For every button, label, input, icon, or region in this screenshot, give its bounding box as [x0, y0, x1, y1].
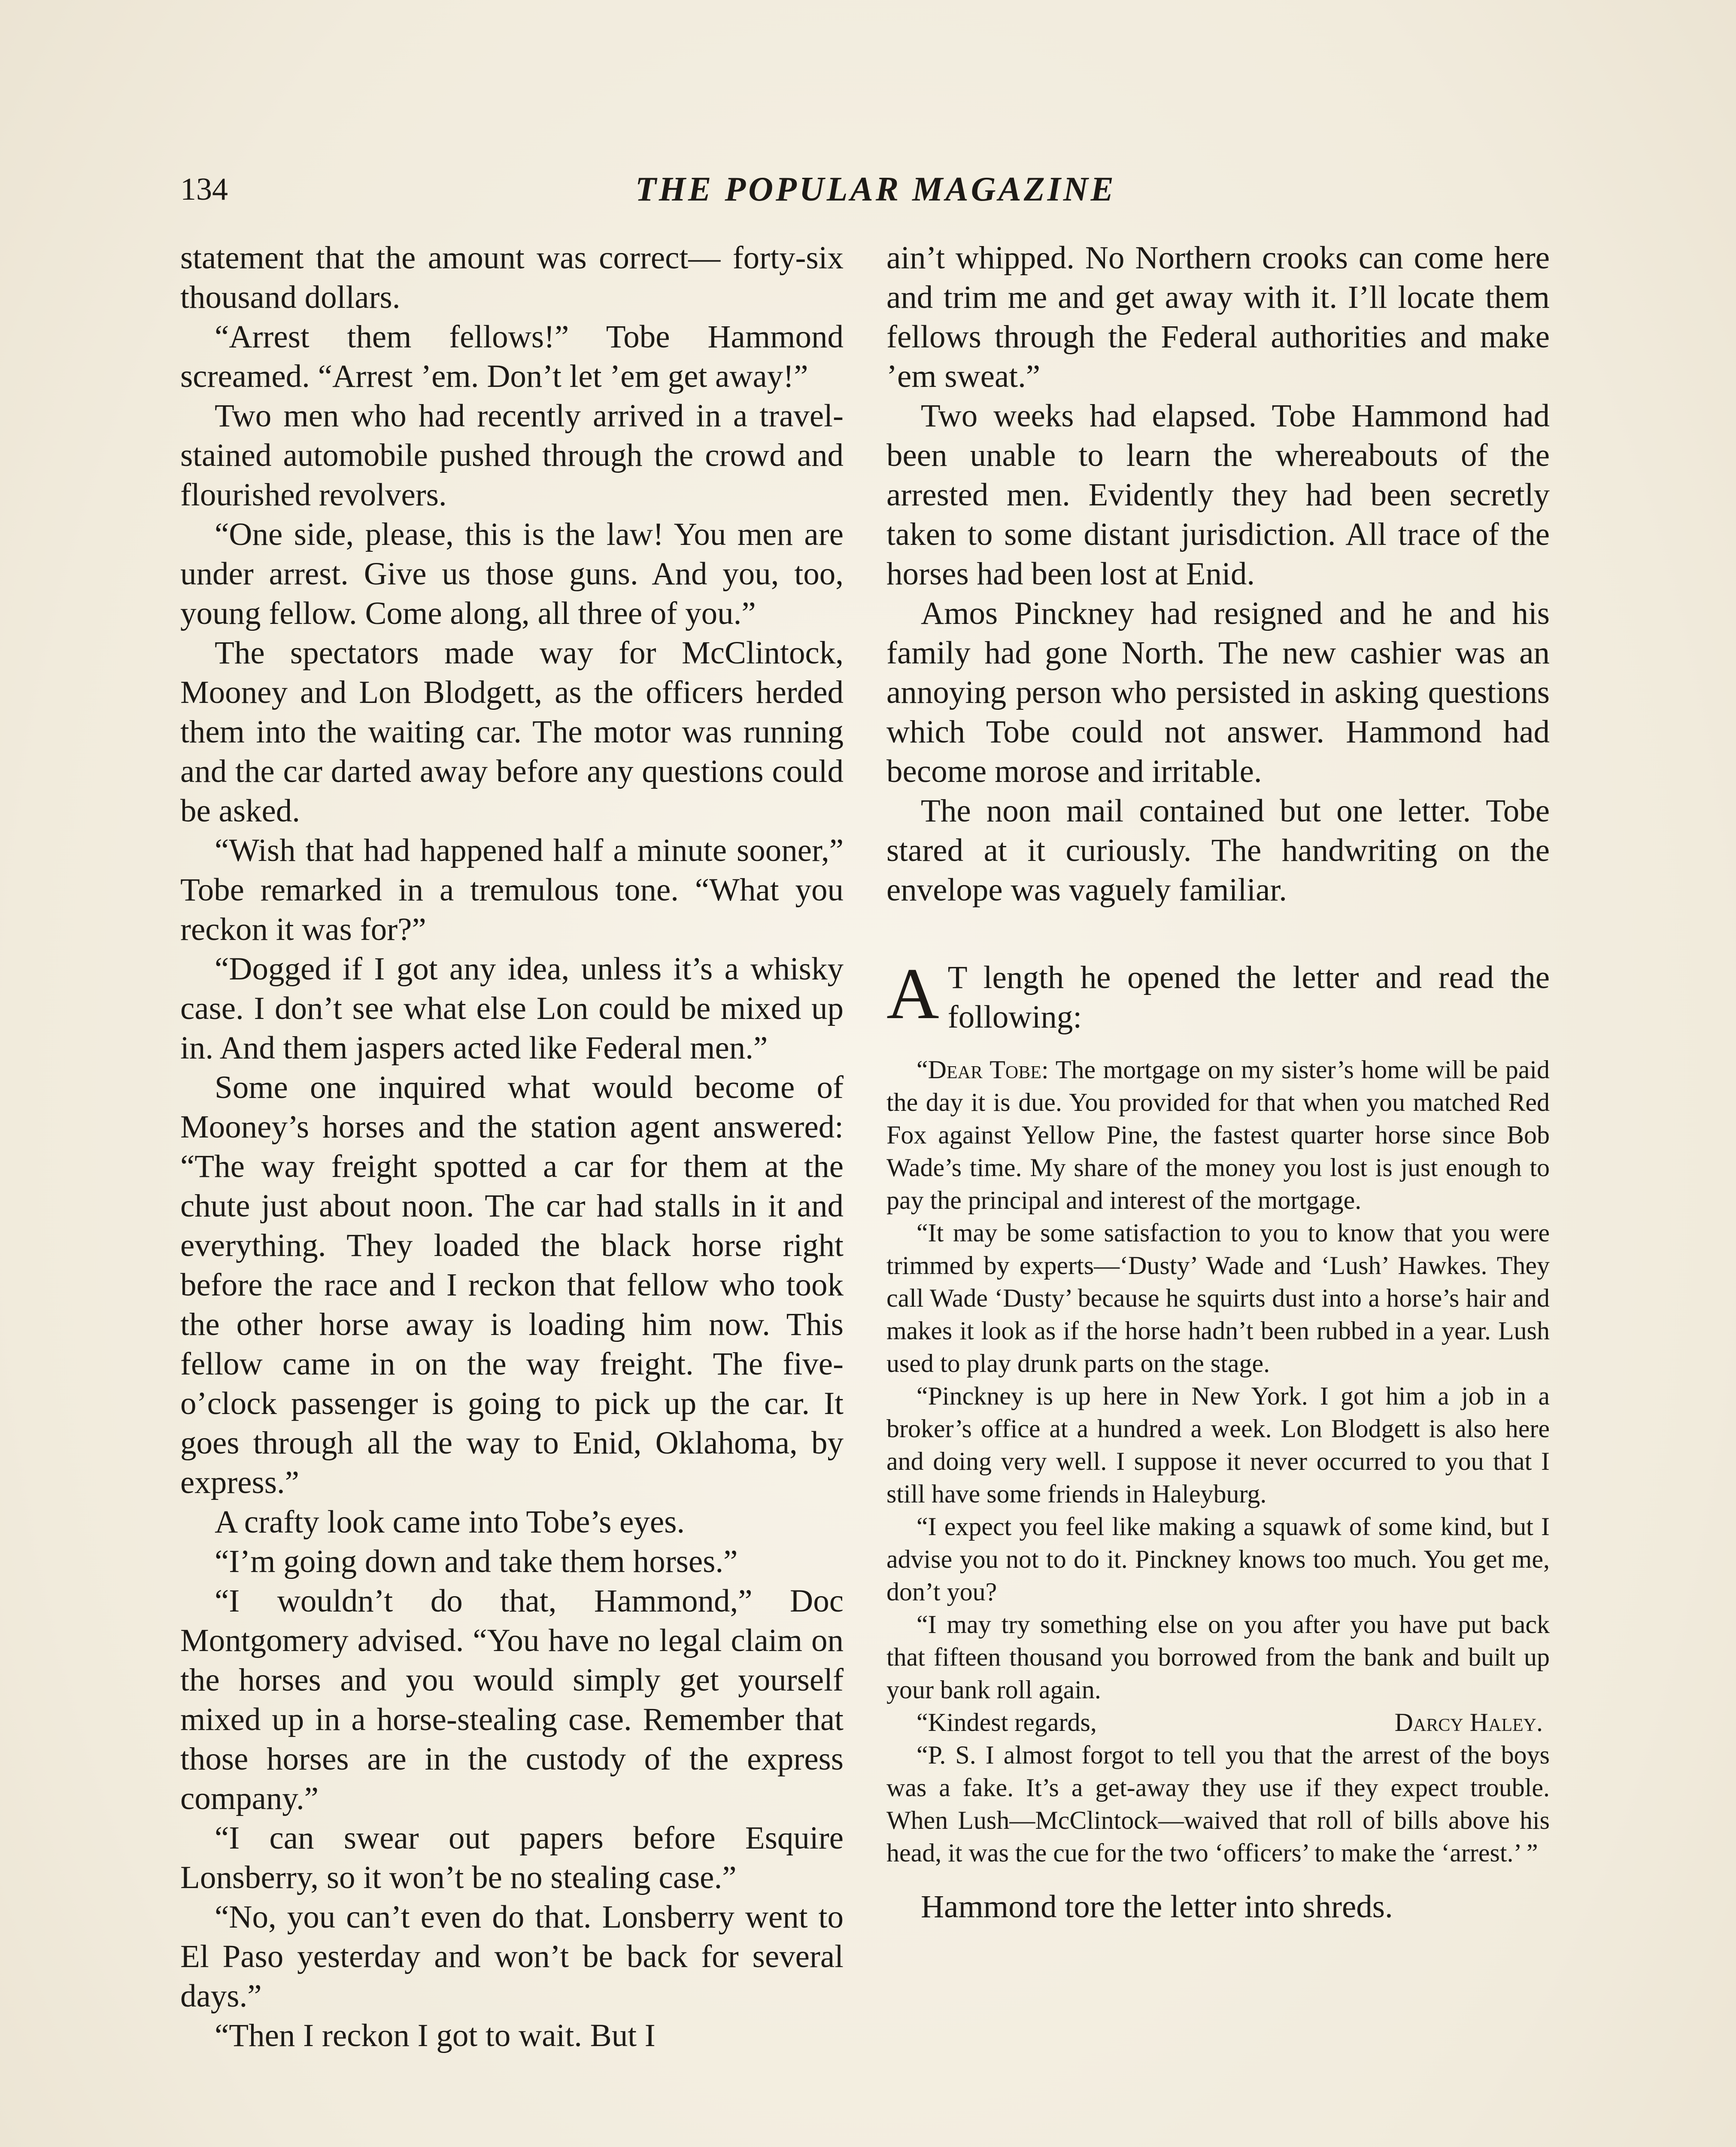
- paragraph: “Then I reckon I got to wait. But I: [215, 2018, 656, 2053]
- left-column: [180, 238, 844, 2056]
- letter-signature: Darcy Haley.: [1394, 1708, 1543, 1736]
- letter-paragraph: “Dear Tobe: The mortgage on my sister’s home will be paid the day it is due. You provided for that when you matched Red Fox against Yellow Pine, the fastest quarter horse since Bob Wade’s time. My share of the money you lost is just enough to pay the principal and interest of the mortgage.: [886, 1055, 1550, 1214]
- closing-line: Hammond tore the letter into shreds.: [921, 1889, 1393, 1925]
- page-header: [180, 166, 1571, 213]
- letter-paragraph: “I expect you feel like making a squawk of some kind, but I advise you not to do it. Pinckney knows too much. You get me, don’t you?: [886, 1512, 1550, 1606]
- letter-regards: “Kindest regards,: [917, 1708, 1097, 1736]
- running-head: THE POPULAR MAGAZINE: [635, 170, 1117, 208]
- paragraph: “I wouldn’t do that, Hammond,” Doc Montgomery advised. “You have no legal claim on the horses and you would simply get yourself mixed up in a horse-stealing case. Remember that those horses are in the custody of the express company.”: [180, 1583, 844, 1816]
- paragraph: Amos Pinckney had resigned and he and his family had gone North. The new cashier was an annoying person who persisted in asking questions which Tobe could not answer. Hammond had become morose and irritable.: [886, 596, 1550, 789]
- paragraph: ain’t whipped. No Northern crooks can come here and trim me and get away with it. I’ll locate them fellows through the Federal authorities and make ’em sweat.”: [886, 240, 1550, 394]
- paragraph: Two weeks had elapsed. Tobe Hammond had been unable to learn the whereabouts of the arrested men. Evidently they had been secretly taken to some distant jurisdiction. All trace of the horses had been lost at Enid.: [886, 398, 1550, 592]
- paragraph: A crafty look came into Tobe’s eyes.: [215, 1504, 685, 1540]
- paragraph: “I’m going down and take them horses.”: [215, 1544, 738, 1579]
- paragraph: “Arrest them fellows!” Tobe Hammond screamed. “Arrest ’em. Don’t let ’em get away!”: [180, 319, 844, 394]
- letter-postscript: “P. S. I almost forgot to tell you that the arrest of the boys was a fake. It’s a get-away they use if they expect trouble. When Lush—McClintock—waived that roll of bills above his head, it was the cue for the two ‘officers’ to make the ‘arrest.’ ”: [886, 1741, 1550, 1867]
- right-column: [886, 238, 1550, 1927]
- letter-paragraph: “Pinckney is up here in New York. I got him a job in a broker’s office at a hundred a week. Lon Blodgett is also here and doing very well. I suppose it never occurred to you that I still have some friends in Haleyburg.: [886, 1382, 1550, 1508]
- drop-cap: A: [886, 953, 939, 1034]
- paragraph: “One side, please, this is the law! You men are under arrest. Give us those guns. And you, too, young fellow. Come along, all three of you.”: [180, 517, 844, 631]
- paragraph: “No, you can’t even do that. Lonsberry went to El Paso yesterday and won’t be back for several days.”: [180, 1899, 844, 2014]
- letter-paragraph: “It may be some satisfaction to you to know that you were trimmed by experts—‘Dusty’ Wade and ‘Lush’ Hawkes. They call Wade ‘Dusty’ because he squirts dust into a horse’s hair and makes it look as if the horse hadn’t been rubbed in a year. Lush used to play drunk parts on the stage.: [886, 1219, 1550, 1378]
- letter-signoff: [886, 1706, 1550, 1739]
- paragraph: The noon mail contained but one letter. Tobe stared at it curiously. The handwriting on the envelope was vaguely familiar.: [886, 793, 1550, 908]
- paragraph: Two men who had recently arrived in a travel-stained automobile pushed through the crowd and flourished revolvers.: [180, 398, 844, 513]
- paragraph: The spectators made way for McClintock, Mooney and Lon Blodgett, as the officers herded them into the waiting car. The motor was running and the car darted away before any questions could be asked.: [180, 635, 844, 829]
- paragraph: statement that the amount was correct— forty-six thousand dollars.: [180, 240, 844, 315]
- section-opening-text: T length he opened the letter and read the following:: [947, 960, 1550, 1035]
- paragraph: “Dogged if I got any idea, unless it’s a whisky case. I don’t see what else Lon could be mixed up in. And them jaspers acted like Federal men.”: [180, 951, 844, 1066]
- paragraph: “Wish that had happened half a minute sooner,” Tobe remarked in a tremulous tone. “What you reckon it was for?”: [180, 833, 844, 947]
- page-number: 134: [180, 172, 228, 207]
- letter-first-text: : The mortgage on my sister’s home will be paid the day it is due. You provided for that when you matched Red Fox against Yellow Pine, the fastest quarter horse since Bob Wade’s time. My share of the money you lost is just enough to pay the principal and interest of the mortgage.: [886, 1055, 1550, 1214]
- letter-salutation: Dear Tobe: [928, 1055, 1041, 1084]
- paragraph: “I can swear out papers before Esquire Lonsberry, so it won’t be no stealing case.”: [180, 1820, 844, 1895]
- section-break: [886, 910, 1550, 958]
- paragraph: Some one inquired what would become of Mooney’s horses and the station agent answered: “The way freight spotted a car for them at the chute just about noon. The car had stalls in it and everything. They loaded the black horse right before the race and I reckon that fellow who took the other horse away is loading him now. This fellow came in on the way freight. The five-o’clock passenger is going to pick up the car. It goes through all the way to Enid, Oklahoma, by express.”: [180, 1070, 844, 1500]
- letter-block: [886, 1053, 1550, 1869]
- section-opening: [886, 953, 1550, 1037]
- letter-paragraph: “I may try something else on you after you have put back that fifteen thousand you borrowed from the bank and built up your bank roll again.: [886, 1610, 1550, 1704]
